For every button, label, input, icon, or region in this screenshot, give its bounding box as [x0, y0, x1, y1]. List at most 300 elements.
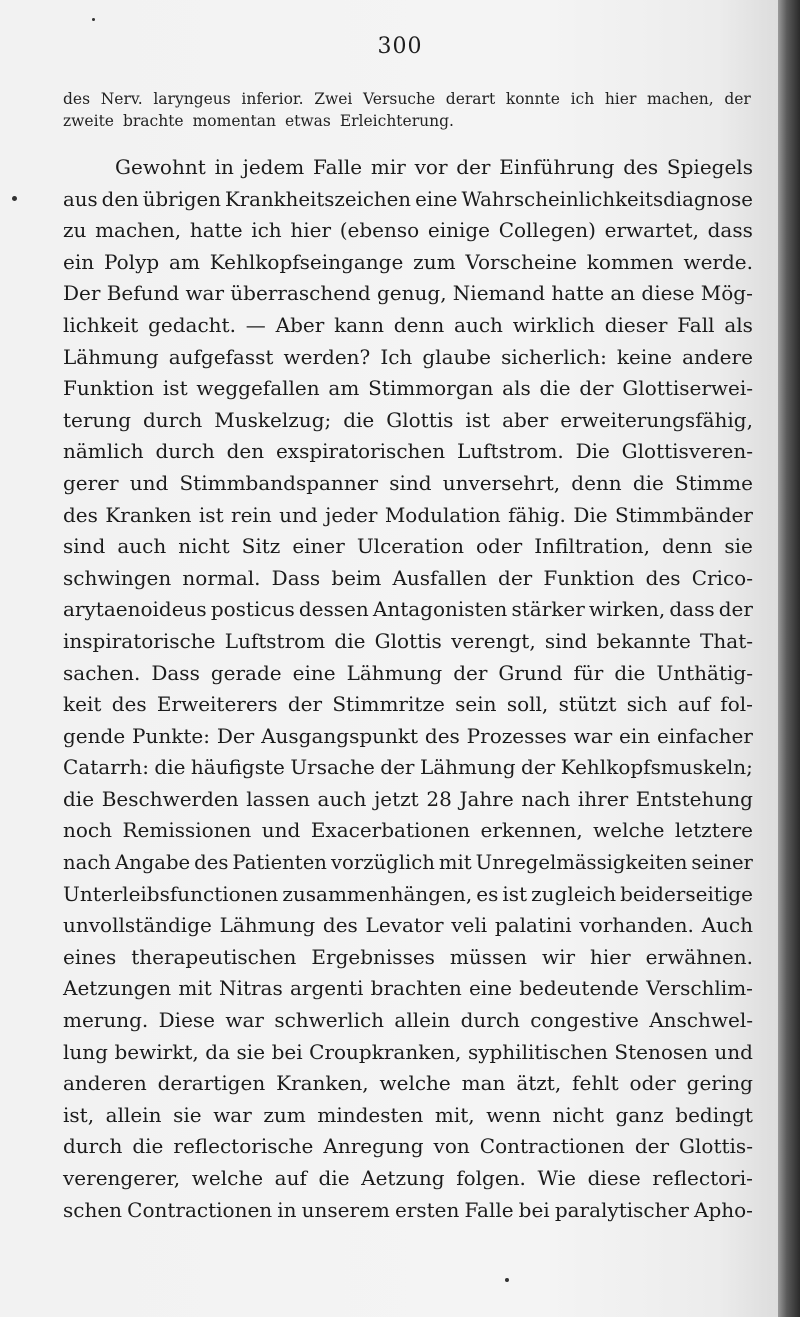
word: Unthätig- [656, 660, 753, 685]
word: auf [677, 692, 710, 717]
word: Crico- [691, 565, 753, 590]
word: und [129, 470, 169, 495]
text-line [63, 626, 753, 658]
word: Erleichterung. [339, 112, 454, 130]
word: Krankheitszeichen [224, 187, 412, 211]
word: folgen. [456, 1166, 526, 1190]
word: an [610, 281, 636, 306]
word: denn [393, 312, 445, 337]
word: gerer [63, 470, 119, 495]
word: sicherlich: [501, 344, 607, 369]
word: nicht [178, 534, 230, 559]
text-line [63, 973, 753, 1005]
word: Diese [158, 1008, 216, 1033]
word: fähig. [508, 502, 566, 527]
word: andere [682, 344, 753, 369]
footnote [63, 88, 751, 132]
word: sein [455, 692, 497, 717]
word: brachten [370, 976, 462, 1001]
word: reflectori- [652, 1166, 753, 1190]
page-edge-shadow [778, 0, 800, 1317]
word: weggefallen [196, 376, 320, 401]
word: Remissionen [122, 818, 252, 843]
word: die [318, 1166, 350, 1190]
word: es [476, 881, 499, 906]
word: gende [63, 723, 126, 748]
word: des [63, 502, 98, 527]
word: Mög- [700, 281, 753, 306]
word: als [724, 312, 753, 337]
word: hatte [189, 218, 243, 243]
word: der [456, 155, 491, 179]
word: die [614, 660, 646, 685]
word: welche [191, 1166, 264, 1190]
word: Nerv. [100, 90, 143, 108]
word: eine [292, 660, 336, 685]
text-line [63, 531, 753, 563]
word: schen [63, 1197, 123, 1222]
word: der [724, 90, 751, 108]
word: wirklich [512, 312, 595, 337]
word: erwähnen. [645, 944, 753, 969]
word: durch [63, 1134, 123, 1159]
paper-speck [12, 196, 17, 201]
word: lung [63, 1039, 108, 1064]
word: Patienten [232, 851, 327, 875]
word: posticus [210, 597, 295, 622]
word: Ich [380, 344, 413, 369]
text-line [63, 436, 753, 468]
word: diese [641, 281, 695, 306]
text-line [63, 247, 753, 279]
word: ist [162, 376, 188, 401]
text-line [63, 1037, 753, 1069]
word: Auch [701, 913, 753, 938]
word: sind [389, 470, 432, 495]
body-paragraph [63, 152, 753, 1226]
word: Antagonisten [372, 597, 508, 622]
word: konnte [505, 90, 560, 108]
word: aufgefasst [168, 344, 274, 369]
word: zugleich [531, 881, 617, 906]
word: und [279, 502, 318, 527]
word: sie [236, 1039, 266, 1064]
word: denn [661, 534, 713, 559]
word: durch [460, 1008, 520, 1033]
footnote-line [63, 110, 751, 132]
word: Glottis [386, 407, 454, 432]
word: stärker [511, 597, 585, 622]
word: von [433, 1134, 470, 1159]
word: glaube [422, 344, 492, 369]
word: mit, [434, 1102, 475, 1127]
word: Unterleibsfunctionen [63, 881, 279, 906]
paper-speck [92, 18, 95, 21]
word: der [579, 376, 614, 401]
word: unversehrt, [442, 470, 561, 495]
word: des [645, 565, 681, 590]
word: lassen [246, 786, 310, 811]
word: Levator [365, 913, 444, 938]
word: Befund [106, 281, 180, 306]
word: ist [198, 502, 224, 527]
word: Fall [677, 312, 715, 337]
word: einfacher [657, 723, 753, 748]
word: oder [629, 1071, 676, 1096]
word: stützt [558, 692, 617, 717]
word: auch [117, 534, 167, 559]
word: letztere [674, 818, 753, 843]
word: Glottis [374, 628, 442, 653]
word: eine [415, 187, 458, 211]
word: die [154, 755, 186, 780]
word: sind [544, 628, 588, 653]
text-line [63, 373, 753, 405]
text-line [63, 594, 753, 626]
word: mindesten [317, 1102, 424, 1127]
word: der [634, 1134, 670, 1159]
word: Einführung [499, 155, 615, 179]
word: sachen. [63, 660, 141, 685]
word: allein [105, 1102, 162, 1127]
word: Glottiserwei- [622, 376, 753, 401]
word: Vorscheine [465, 249, 577, 274]
word: Collegen) [498, 218, 596, 243]
word: der [287, 692, 323, 717]
word: Punkte: [132, 723, 210, 748]
word: bei [271, 1039, 303, 1064]
word: aber [502, 407, 549, 432]
word: Beschwerden [101, 786, 239, 811]
word: Die [575, 439, 610, 464]
word: und [261, 818, 301, 843]
word: Lähmung [346, 660, 443, 685]
text-line [63, 1068, 753, 1100]
word: arytaenoideus [63, 597, 207, 622]
text-line [63, 500, 753, 532]
word: Ulceration [356, 534, 464, 559]
word: machen, [95, 218, 182, 243]
word: dessen [298, 597, 369, 622]
word: Kehlkopfsmuskeln; [560, 755, 753, 780]
word: Ausgangspunkt [261, 723, 419, 748]
word: überraschend [230, 281, 371, 306]
page-number: 300 [377, 34, 423, 59]
word: einer [292, 534, 345, 559]
word: aus [63, 187, 98, 211]
word: Stimme [675, 470, 753, 495]
word: war [573, 723, 613, 748]
word: nach [63, 851, 111, 875]
word: zu [63, 218, 87, 243]
word: eine [469, 976, 512, 1001]
word: kann [334, 312, 384, 337]
text-line [63, 879, 753, 911]
word: mir [370, 155, 406, 179]
word: durch [142, 407, 203, 432]
word: rein [231, 502, 272, 527]
word: Stimmorgan [368, 376, 494, 401]
word: noch [63, 818, 113, 843]
word: zum [413, 249, 456, 274]
word: eines [63, 944, 117, 969]
word: Ergebnisses [311, 944, 435, 969]
word: ätzt, [516, 1071, 562, 1096]
word: auf [274, 1166, 307, 1190]
word: Aetzungen [63, 976, 172, 1001]
word: sich [626, 692, 668, 717]
word: gedacht. [148, 312, 236, 337]
word: brachte [122, 112, 184, 130]
word: congestive [530, 1008, 639, 1033]
word: hatte [551, 281, 605, 306]
word: 28 [426, 786, 452, 811]
word: Apho- [694, 1197, 753, 1222]
word: Erweiterers [156, 692, 278, 717]
word: anderen [63, 1071, 147, 1096]
word: ich [570, 90, 595, 108]
text-line [63, 215, 753, 247]
word: Luftstrom [224, 628, 326, 653]
word: Kranken, [276, 1071, 369, 1096]
word: denn [571, 470, 622, 495]
word: als [502, 376, 531, 401]
word: den [101, 187, 139, 211]
word: übrigen [142, 187, 221, 211]
word: welche [593, 818, 665, 843]
word: Glottis- [679, 1134, 753, 1159]
word: ist [502, 881, 528, 906]
word: am [328, 376, 360, 401]
word: Contractionen [479, 1134, 625, 1159]
word: Anschwel- [649, 1008, 753, 1033]
word: erweiterungsfähig, [560, 407, 753, 432]
word: der [521, 755, 556, 780]
word: Versuche [363, 90, 436, 108]
text-line [63, 658, 753, 690]
word: Modulation [384, 502, 501, 527]
word: normal. [182, 565, 261, 590]
text-line [63, 563, 753, 595]
text-line [63, 405, 753, 437]
text-line [63, 184, 753, 216]
word: Muskelzug; [214, 407, 332, 432]
word: die [632, 470, 664, 495]
word: Infiltration, [534, 534, 650, 559]
word: oder [475, 534, 523, 559]
word: Unregelmässigkeiten [475, 851, 688, 875]
text-line [63, 342, 753, 374]
word: bewirkt, [114, 1039, 199, 1064]
word: fehlt [572, 1071, 619, 1096]
word: Kehlkopfseingange [209, 249, 404, 274]
word: des [111, 692, 147, 717]
word: laryngeus [153, 90, 231, 108]
word: häufigste [190, 755, 285, 780]
word: war [185, 281, 225, 306]
text-line [63, 1195, 753, 1227]
word: vor [414, 155, 448, 179]
word: erwartet, [604, 218, 699, 243]
word: hier [290, 218, 332, 243]
word: genug, [376, 281, 447, 306]
word: Stenosen [614, 1039, 708, 1064]
word: Kranken [105, 502, 192, 527]
word: Jahre [459, 786, 514, 811]
word: vorhanden. [579, 913, 694, 938]
word: war [225, 1008, 264, 1033]
word: nämlich [63, 439, 144, 464]
word: Lähmung [419, 755, 516, 780]
word: Nitras [219, 976, 283, 1001]
word: That- [700, 628, 753, 653]
text-line [63, 689, 753, 721]
word: der [498, 565, 533, 590]
word: des [194, 851, 229, 875]
word: paralytischer [554, 1197, 689, 1222]
word: Contractionen [127, 1197, 273, 1222]
word: unserem [301, 1197, 390, 1222]
text-line [63, 278, 753, 310]
word: Grund [498, 660, 563, 685]
text-line [63, 1131, 753, 1163]
word: Falle [313, 155, 363, 179]
text-line [63, 1163, 753, 1195]
word: etwas [284, 112, 331, 130]
word: Ursache [290, 755, 375, 780]
word: derart [445, 90, 496, 108]
word: ein [63, 249, 95, 274]
word: der [718, 597, 753, 622]
word: jeder [325, 502, 378, 527]
word: exspiratorischen [275, 439, 446, 464]
word: des [322, 913, 358, 938]
word: Gewohnt [115, 155, 206, 179]
word: und [714, 1039, 753, 1064]
word: beiderseitige [620, 881, 753, 906]
word: keit [63, 692, 102, 717]
word: wenn [486, 1102, 541, 1127]
word: hier [590, 944, 631, 969]
word: des [623, 155, 659, 179]
word: Sitz [241, 534, 281, 559]
word: Funktion [63, 376, 155, 401]
word: Wie [537, 1166, 576, 1190]
footnote-line [63, 88, 751, 110]
word: seiner [691, 851, 753, 875]
word: ihrer [577, 786, 629, 811]
word: soll, [506, 692, 549, 717]
word: war [213, 1102, 252, 1127]
word: Verschlim- [646, 976, 753, 1001]
word: nach [521, 786, 571, 811]
word: werde. [683, 249, 753, 274]
word: Spiegels [666, 155, 753, 179]
word: (ebenso [339, 218, 420, 243]
word: Angabe [114, 851, 191, 875]
word: bedeutende [519, 976, 639, 1001]
word: des [63, 90, 91, 108]
word: Falle [464, 1197, 514, 1222]
word: welche [379, 1071, 451, 1096]
word: unvollständige [63, 913, 212, 938]
word: zusammenhängen, [282, 881, 473, 906]
text-line [63, 815, 753, 847]
word: durch [155, 439, 215, 464]
word: Funktion [543, 565, 635, 590]
word: in [277, 1197, 297, 1222]
word: bei [518, 1197, 550, 1222]
word: Lähmung [219, 913, 316, 938]
word: der [380, 755, 415, 780]
word: schwerlich [274, 1008, 385, 1033]
word: Stimmritze [332, 692, 445, 717]
word: verengerer, [63, 1166, 181, 1190]
word: Zwei [314, 90, 353, 108]
word: Wahrscheinlichkeitsdiagnose [461, 187, 753, 211]
text-line [63, 784, 753, 816]
word: bedingt [675, 1102, 753, 1127]
paper-speck [505, 1278, 509, 1282]
word: Der [216, 723, 255, 748]
word: lichkeit [63, 312, 139, 337]
word: syphilitischen [467, 1039, 608, 1064]
word: schwingen [63, 565, 172, 590]
word: — [245, 312, 266, 337]
word: wir [541, 944, 576, 969]
word: zweite [63, 112, 114, 130]
word: die [539, 376, 571, 401]
word: auch [317, 786, 367, 811]
word: Die [573, 502, 608, 527]
word: inferior. [241, 90, 304, 108]
word: Polyp [103, 249, 160, 274]
word: in [214, 155, 234, 179]
word: machen, [647, 90, 714, 108]
word: ich [251, 218, 282, 243]
word: Lähmung [63, 344, 159, 369]
word: sind [63, 534, 106, 559]
word: des [424, 723, 460, 748]
word: momentan [192, 112, 276, 130]
word: Glottisveren- [621, 439, 753, 464]
word: sie [173, 1102, 202, 1127]
word: Aber [275, 312, 325, 337]
word: veli [451, 913, 488, 938]
word: Aetzung [361, 1166, 445, 1190]
word: hier [604, 90, 637, 108]
word: palatini [494, 913, 572, 938]
text-line [63, 310, 753, 342]
word: terung [63, 407, 131, 432]
word: therapeutischen [131, 944, 297, 969]
word: ist, [63, 1102, 95, 1127]
word: man [461, 1071, 506, 1096]
text-line [63, 752, 753, 784]
word: die [63, 786, 95, 811]
word: die [343, 407, 375, 432]
text-line [63, 847, 753, 879]
word: erkennen, [480, 818, 583, 843]
word: Ausfallen [392, 565, 487, 590]
text-line [63, 152, 753, 184]
word: dieser [604, 312, 668, 337]
word: der [453, 660, 488, 685]
word: bekannte [596, 628, 691, 653]
word: gerade [210, 660, 282, 685]
word: gering [686, 1071, 753, 1096]
word: die [132, 1134, 164, 1159]
